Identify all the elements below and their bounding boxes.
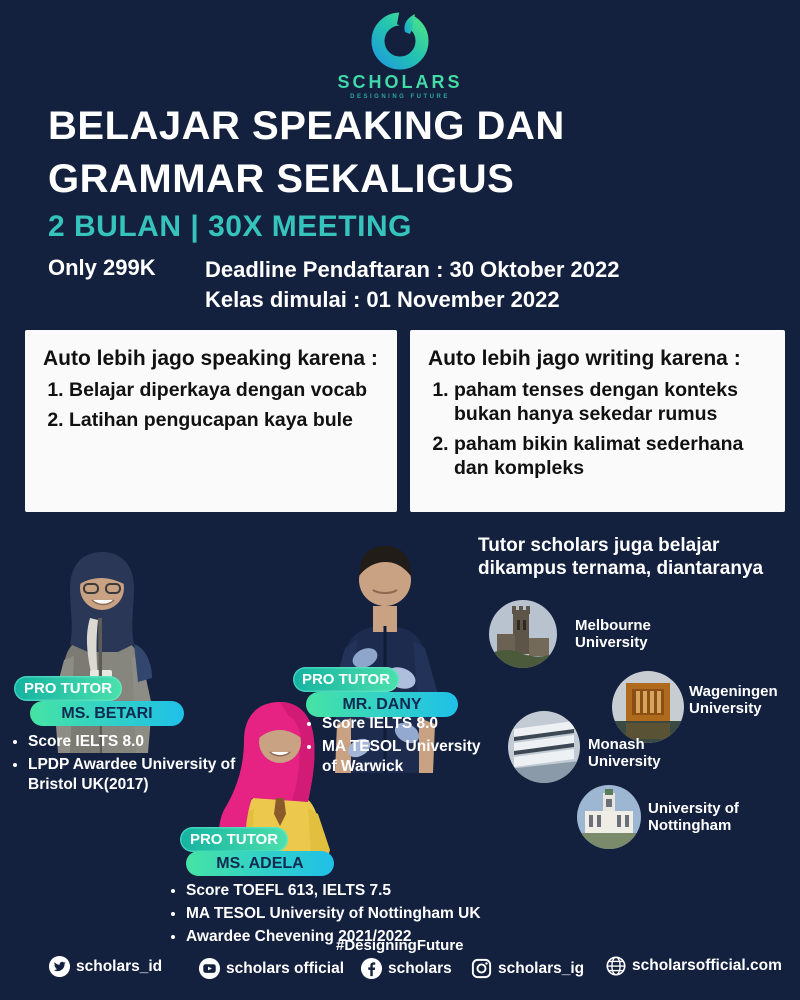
pro-tutor-badge-dany [293, 667, 399, 692]
brand-name: SCHOLARS [0, 72, 800, 93]
facebook-icon [360, 957, 383, 980]
universities-heading-line2: dikampus ternama, diantaranya [478, 558, 764, 580]
pro-tutor-badge-label: PRO TUTOR [189, 831, 279, 848]
hashtag: #DesigningFuture [336, 937, 464, 954]
credential-item: • Score IELTS 8.0 [322, 714, 497, 734]
title-line1: BELAJAR SPEAKING DAN [48, 104, 565, 148]
social-label: scholars official [226, 959, 345, 977]
melbourne-university-photo [489, 600, 557, 668]
credential-item: • Score TOEFL 613, IELTS 7.5 [186, 881, 516, 901]
universities-heading-line1: Tutor scholars juga belajar [478, 535, 720, 556]
social-website[interactable] [605, 955, 782, 977]
class-start-text: Kelas dimulai : 01 November 2022 [205, 287, 560, 313]
credential-item: • LPDP Awardee University of Bristol UK(2017) [28, 755, 243, 795]
speaking-benefit-item: 1. Belajar diperkaya dengan vocab [69, 379, 379, 403]
writing-card-heading: Auto lebih jago writing karena : [428, 347, 741, 370]
university-label-wageningen: Wageningen University [689, 683, 778, 718]
tutor-name-label: MS. BETARI [61, 704, 153, 722]
title-line2: GRAMMAR SEKALIGUS [48, 156, 515, 201]
pro-tutor-badge-betari [14, 676, 122, 701]
pro-tutor-badge-adela [180, 827, 288, 852]
credential-item: • Score IELTS 8.0 [28, 732, 243, 752]
scholars-ring-logo-icon [369, 8, 431, 70]
writing-benefits-card [410, 330, 785, 512]
deadline-block [205, 255, 620, 316]
program-duration: 2 BULAN | 30X MEETING [48, 210, 412, 243]
universities-heading [478, 534, 788, 580]
social-instagram[interactable] [470, 957, 584, 980]
credential-item: • MA TESOL University of Warwick [322, 737, 497, 777]
credential-item: • Awardee Chevening 2021/2022 [186, 927, 516, 947]
tutor-credentials-betari [28, 732, 243, 797]
wageningen-university-photo [612, 671, 684, 743]
tutor-name-badge-adela [186, 851, 334, 876]
brand-tagline: DESIGNING FUTURE [350, 94, 450, 100]
deadline-text: Deadline Pendaftaran : 30 Oktober 2022 [205, 257, 620, 282]
tutor-name-badge-betari [30, 701, 184, 726]
social-facebook[interactable] [360, 957, 452, 980]
youtube-icon [198, 957, 221, 980]
speaking-benefit-item: 2. Latihan pengucapan kaya bule [69, 409, 379, 433]
globe-icon [605, 955, 627, 977]
tutor-name-label: MS. ADELA [216, 854, 304, 872]
social-label: scholars_ig [498, 959, 585, 977]
social-twitter[interactable] [48, 955, 162, 978]
twitter-icon [48, 955, 71, 978]
pro-tutor-badge-label: PRO TUTOR [301, 671, 391, 688]
university-label-nottingham: University of Nottingham [648, 800, 739, 835]
tutor-credentials-dany [322, 714, 497, 779]
writing-benefit-item: 2. paham bikin kalimat sederhana dan kompleks [454, 433, 767, 481]
logo [0, 8, 800, 100]
university-label-melbourne: Melbourne University [575, 617, 651, 652]
social-label: scholars_id [76, 957, 163, 975]
tutor-name-label: MR. DANY [342, 695, 422, 713]
pro-tutor-badge-label: PRO TUTOR [23, 680, 113, 697]
price-label: Only 299K [48, 255, 156, 280]
writing-benefit-item: 1. paham tenses dengan konteks bukan hanya sekedar rumus [454, 379, 767, 427]
instagram-icon [470, 957, 493, 980]
university-label-monash: Monash University [588, 736, 661, 771]
speaking-benefits-card [25, 330, 397, 512]
speaking-card-heading: Auto lebih jago speaking karena : [43, 347, 378, 370]
credential-item: • MA TESOL University of Nottingham UK [186, 904, 516, 924]
social-label: scholars [388, 959, 452, 977]
social-youtube[interactable] [198, 957, 344, 980]
social-label: scholarsofficial.com [632, 957, 782, 974]
page-title [48, 100, 565, 206]
monash-university-photo [508, 711, 580, 783]
nottingham-university-photo [577, 785, 641, 849]
